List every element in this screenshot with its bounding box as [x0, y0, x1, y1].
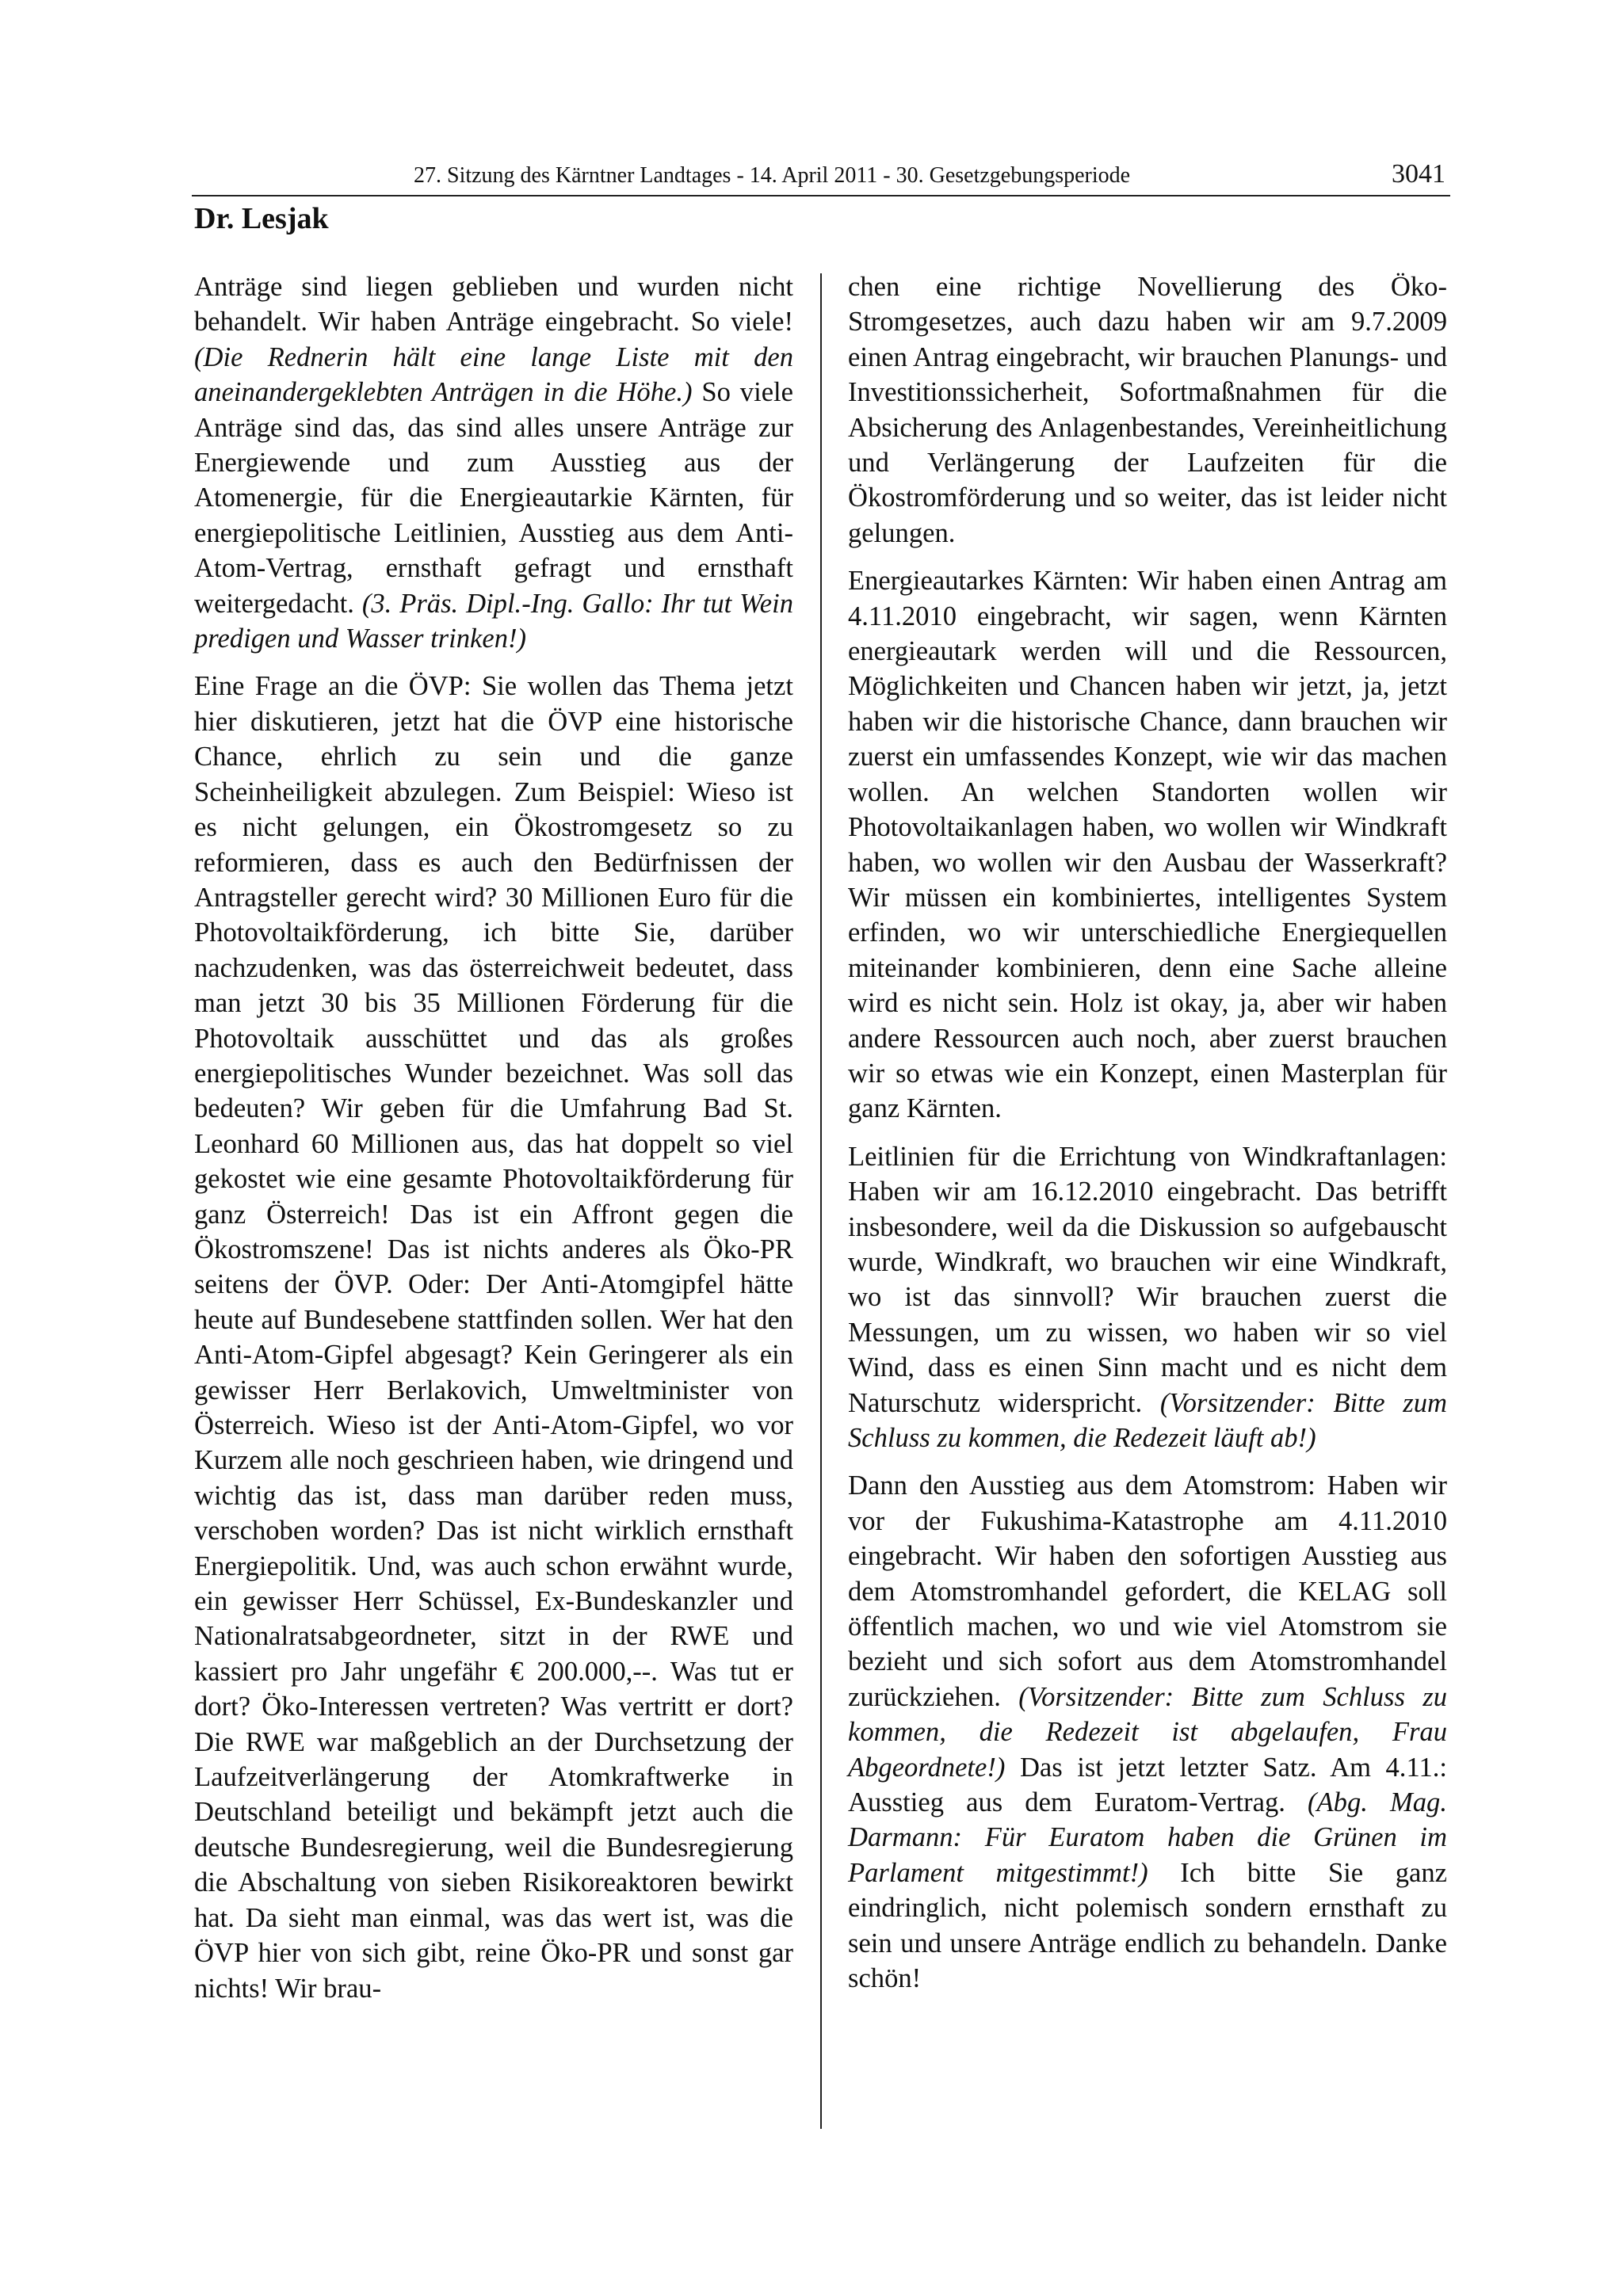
speech-text: Anträge sind liegen geblieben und wurden nicht behandelt. Wir haben Anträge eingebracht. So viele!: [194, 272, 793, 338]
paragraph: Eine Frage an die ÖVP: Sie wollen das Thema jetzt hier diskutieren, jetzt hat die ÖVP eine historische Chance, ehrlich zu sein und die ganze Scheinheiligkeit abzulegen. Zum Beispiel: Wieso ist es nicht gelungen, ein Ökostromgesetz so zu reformieren, dass es auch den Bedürfnissen der Antragsteller gerecht wird? 30 Millionen Euro für die Photovoltaikförderung, ich bitte Sie, darüber nachzudenken, was das österreichweit bedeutet, dass man jetzt 30 bis 35 Millionen Förderung für die Photovoltaik ausschüttet und das als großes energiepolitisches Wunder bezeichnet. Was soll das bedeuten? Wir geben für die Umfahrung Bad St. Leonhard 60 Millionen aus, das hat doppelt so viel gekostet wie eine gesamte Photovoltaikförderung für ganz Österreich! Das ist ein Affront gegen die Ökostromszene! Das ist nichts anderes als Öko-PR seitens der ÖVP. Oder: Der Anti-Atomgipfel hätte heute auf Bundesebene stattfinden sollen. Wer hat den Anti-Atom-Gipfel abgesagt? Kein Geringerer als ein gewisser Herr Berlakovich, Umweltminister von Österreich. Wieso ist der Anti-Atom-Gipfel, wo vor Kurzem alle noch geschrieen haben, wie dringend und wichtig das ist, dass man darüber reden muss, verschoben worden? Das ist nicht wirklich ernsthaft Energiepolitik. Und, was auch schon erwähnt wurde, ein gewisser Herr Schüssel, Ex-Bundeskanzler und Nationalratsabgeordneter, sitzt in der RWE und kassiert pro Jahr ungefähr € 200.000,--. Was tut er dort? Öko-Interessen vertreten? Was vertritt er dort? Die RWE war maßgeblich an der Durchsetzung der Laufzeitverlängerung der Atomkraftwerke in Deutschland beteiligt und bekämpft jetzt auch die deutsche Bundesregierung, weil die Bundesregierung die Abschaltung von sieben Risikoreaktoren bewirkt hat. Da sieht man einmal, was das wert ist, was die ÖVP hier von sich gibt, reine Öko-PR und sonst gar nichts! Wir brau-: [194, 671, 793, 2004]
speech-text: Dann den Ausstieg aus dem Atomstrom: Haben wir vor der Fukushima-Katastrophe am 4.11.2010 eingebracht. Wir haben den sofortigen Ausstieg aus dem Atomstromhandel gefordert, die KELAG soll öffentlich machen, wo und wie viel Atomstrom sie bezieht und sich sofort aus dem Atomstromhandel zurückziehen.: [848, 1470, 1447, 1712]
interjection: (3. Präs. Dipl.-Ing. Gallo: Ihr tut Wein predigen und Wasser trinken!): [194, 588, 793, 654]
interjection: (Vorsitzender: Bitte zum Schluss zu kommen, die Redezeit ist abgelaufen, Frau Abgeordnete!): [848, 1681, 1448, 1783]
interjection: (Vorsitzender: Bitte zum Schluss zu kommen, die Redezeit läuft ab!): [848, 1387, 1447, 1453]
column-divider: [820, 273, 822, 2129]
speaker-name: Dr. Lesjak: [194, 202, 329, 235]
speech-text: Ich bitte Sie ganz eindringlich, nicht polemisch sondern ernsthaft zu sein und unsere Anträge endlich zu behandeln. Danke schön!: [848, 1857, 1447, 1994]
speech-text: Leitlinien für die Errichtung von Windkraftanlagen: Haben wir am 16.12.2010 eingebracht. Das betrifft insbesondere, weil da die Diskussion so aufgebauscht wurde, Windkraft, wo brauchen wir eine Windkraft, wo ist das sinnvoll? Wir brauchen zuerst die Messungen, um zu wissen, wo haben wir so viel Wind, dass es einen Sinn macht und es nicht dem Naturschutz widerspricht.: [848, 1141, 1447, 1418]
running-header: [192, 160, 1450, 196]
left-column: [194, 269, 793, 2019]
paragraph: chen eine richtige Novellierung des Öko-Stromgesetzes, auch dazu haben wir am 9.7.2009 einen Antrag eingebracht, wir brauchen Planungs- und Investitionssicherheit, Sofortmaßnahmen für die Absicherung des Anlagenbestandes, Vereinheitlichung und Verlängerung der Laufzeiten für die Ökostromförderung und so weiter, das ist leider nicht gelungen.: [848, 272, 1447, 548]
paragraph: Energieautarkes Kärnten: Wir haben einen Antrag am 4.11.2010 eingebracht, wir sagen, wenn Kärnten energieautark werden will und die Ressourcen, Möglichkeiten und Chancen haben wir jetzt, ja, jetzt haben wir die historische Chance, dann brauchen wir zuerst ein umfassendes Konzept, wie wir das machen wollen. An welchen Standorten wollen wir Photovoltaikanlagen haben, wo wollen wir Windkraft haben, wo wollen wir den Ausbau der Wasserkraft? Wir müssen ein kombiniertes, intelligentes System erfinden, wo wir unterschiedliche Energiequellen miteinander kombinieren, denn eine Sache alleine wird es nicht sein. Holz ist okay, ja, aber wir haben andere Ressourcen auch noch, aber zuerst brauchen wir so etwas wie ein Konzept, einen Masterplan für ganz Kärnten.: [848, 566, 1447, 1124]
page-number: 3041: [1392, 159, 1445, 189]
speech-text: Das ist jetzt letzter Satz. Am 4.11.: Ausstieg aus dem Euratom-Vertrag.: [848, 1752, 1447, 1818]
session-title: 27. Sitzung des Kärntner Landtages - 14. April 2011 - 30. Gesetzgebungsperiode: [414, 163, 1131, 188]
paragraph: [194, 269, 793, 656]
right-column: [848, 269, 1447, 2009]
interjection: (Abg. Mag. Darmann: Für Euratom haben die Grünen im Parlament mitgestimmt!): [848, 1787, 1447, 1888]
speech-text: So viele Anträge sind das, das sind alles unsere Anträge zur Energiewende und zum Ausstieg aus der Atomenergie, für die Energieautarkie Kärnten, für energiepolitische Leitlinien, Ausstieg aus dem Anti-Atom-Vertrag, ernsthaft gefragt und ernsthaft weitergedacht.: [194, 377, 793, 619]
interjection: (Die Rednerin hält eine lange Liste mit den aneinandergeklebten Anträgen in die Höhe.): [194, 341, 793, 408]
paragraph: [848, 1468, 1447, 1996]
paragraph: [848, 1139, 1447, 1456]
